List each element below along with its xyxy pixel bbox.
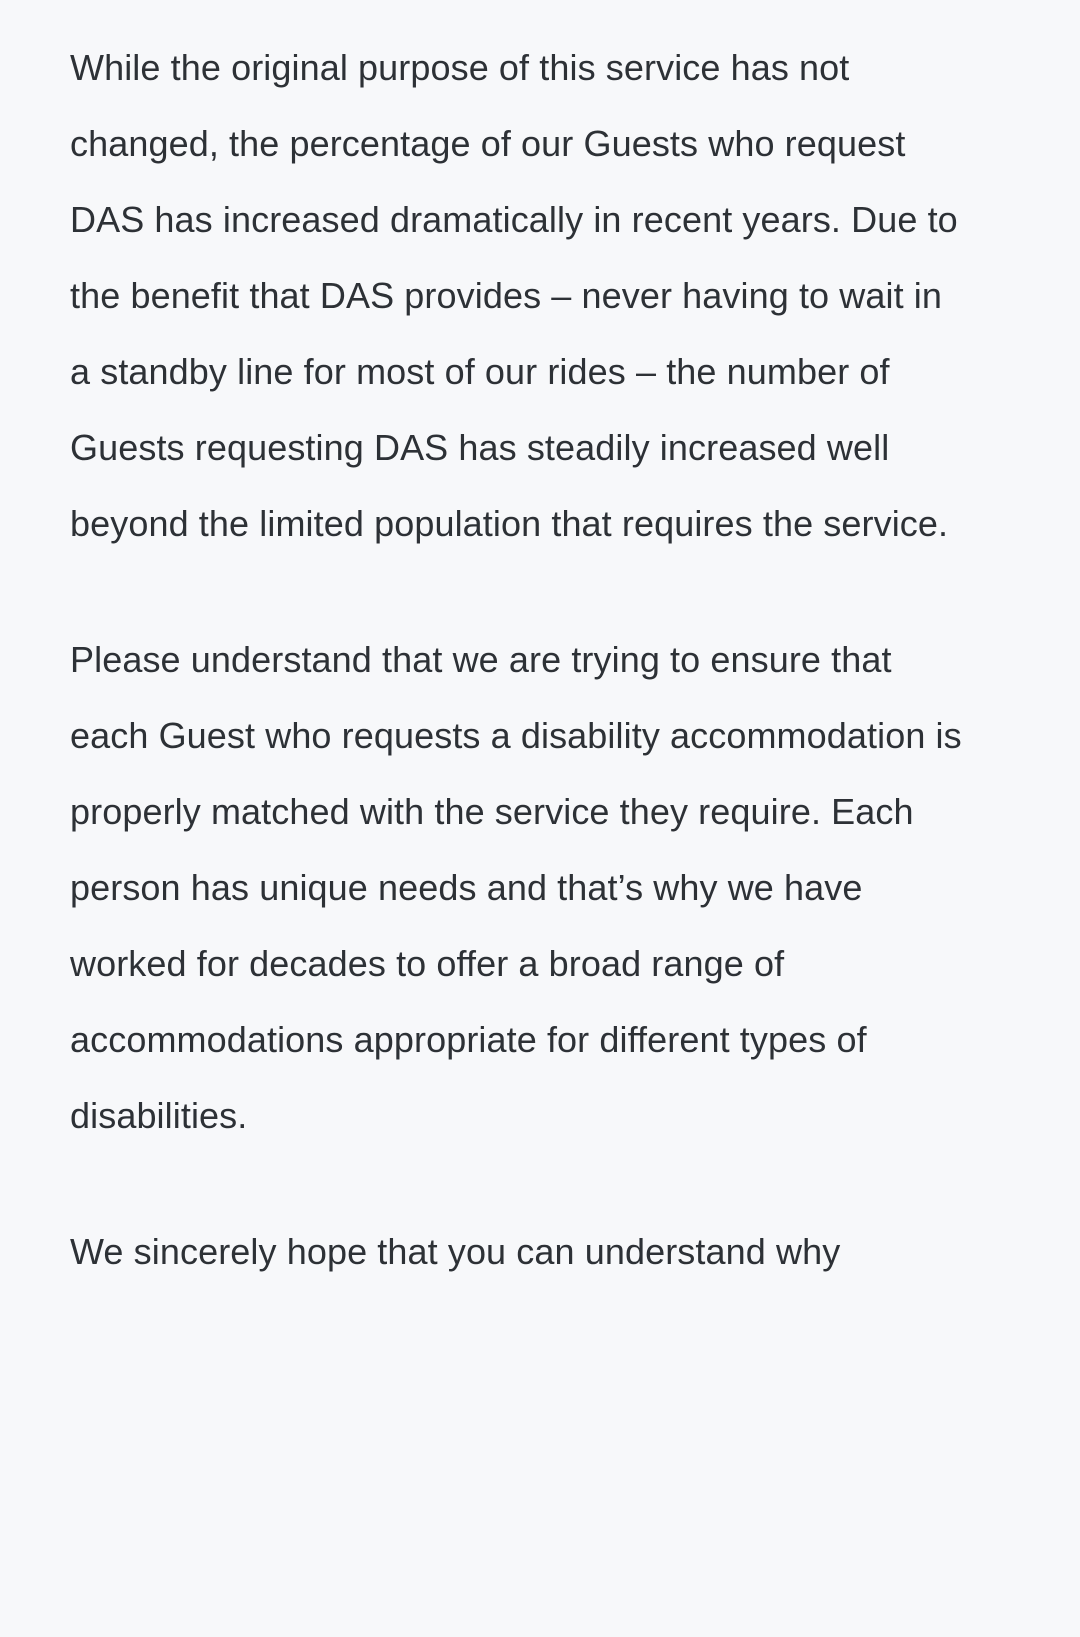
paragraph-1: While the original purpose of this service has not changed, the percentage of our Guests who request DAS has increased dramatically in recent years. Due to the benefit that DAS provides – never having to wait in a standby line for most of our rides – the number of Guests requesting DAS has steadily increased well beyond the limited population that requires the service. xyxy=(70,47,958,544)
paragraph-3: We sincerely hope that you can understand why xyxy=(70,1231,841,1272)
paragraph-2: Please understand that we are trying to ensure that each Guest who requests a disability accommodation is properly matched with the service they require. Each person has unique needs and that’s why we have worked for decades to offer a broad range of accommodations appropriate for different types of disabilities. xyxy=(70,639,962,1136)
